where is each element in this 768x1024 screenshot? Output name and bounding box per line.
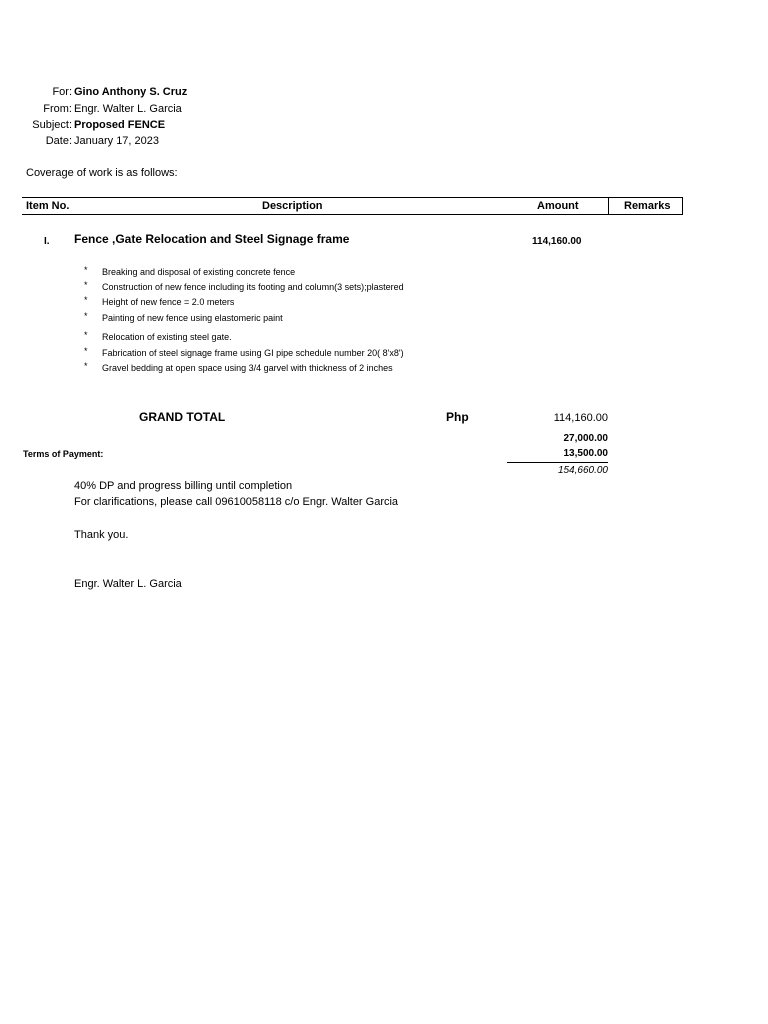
list-item: Fabrication of steel signage frame using GI pipe schedule number 20( 8'x8')	[102, 348, 404, 358]
table-bottom-border	[22, 214, 683, 215]
currency-label: Php	[446, 410, 469, 424]
for-label: For:	[52, 86, 72, 98]
terms-line-1: 40% DP and progress billing until completion	[74, 480, 293, 492]
grand-total-label: GRAND TOTAL	[139, 410, 226, 424]
date-value: January 17, 2023	[74, 135, 160, 147]
col-remarks: Remarks	[624, 200, 671, 212]
col-amount: Amount	[537, 200, 579, 212]
item-title: Fence ,Gate Relocation and Steel Signage frame	[74, 232, 350, 246]
bullet-icon: *	[84, 280, 88, 290]
bullet-icon: *	[84, 265, 88, 275]
extra-amount-2: 13,500.00	[563, 448, 608, 459]
list-item: Breaking and disposal of existing concrete fence	[102, 267, 296, 277]
intro-text: Coverage of work is as follows:	[26, 167, 178, 179]
subject-value: Proposed FENCE	[74, 119, 166, 131]
for-value: Gino Anthony S. Cruz	[74, 86, 188, 98]
table-top-border	[22, 197, 683, 198]
col-item-no: Item No.	[26, 200, 70, 212]
bullet-icon: *	[84, 361, 88, 371]
from-value: Engr. Walter L. Garcia	[74, 103, 182, 115]
list-item: Height of new fence = 2.0 meters	[102, 297, 235, 307]
terms-label: Terms of Payment:	[23, 449, 104, 459]
list-item: Relocation of existing steel gate.	[102, 332, 232, 342]
list-item: Gravel bedding at open space using 3/4 garvel with thickness of 2 inches	[102, 363, 393, 373]
date-label: Date:	[45, 135, 72, 147]
sum-underline	[507, 462, 608, 463]
col-description: Description	[262, 200, 323, 212]
thank-you-text: Thank you.	[74, 529, 129, 541]
signature: Engr. Walter L. Garcia	[74, 578, 182, 590]
subject-label: Subject:	[32, 119, 72, 131]
item-number: I.	[44, 236, 50, 247]
remarks-right-border	[682, 197, 683, 215]
grand-total-amount: 114,160.00	[553, 412, 608, 424]
remarks-left-border	[608, 197, 609, 215]
list-item: Construction of new fence including its footing and column(3 sets);plastered	[102, 282, 404, 292]
bullet-icon: *	[84, 330, 88, 340]
bullet-icon: *	[84, 346, 88, 356]
extra-amount-1: 27,000.00	[563, 433, 608, 444]
item-amount: 114,160.00	[532, 236, 582, 247]
bullet-icon: *	[84, 295, 88, 305]
bullet-icon: *	[84, 311, 88, 321]
list-item: Painting of new fence using elastomeric paint	[102, 313, 283, 323]
sum-amount: 154,660.00	[557, 465, 608, 476]
terms-line-2: For clarifications, please call 09610058118 c/o Engr. Walter Garcia	[74, 496, 399, 508]
from-label: From:	[43, 103, 72, 115]
